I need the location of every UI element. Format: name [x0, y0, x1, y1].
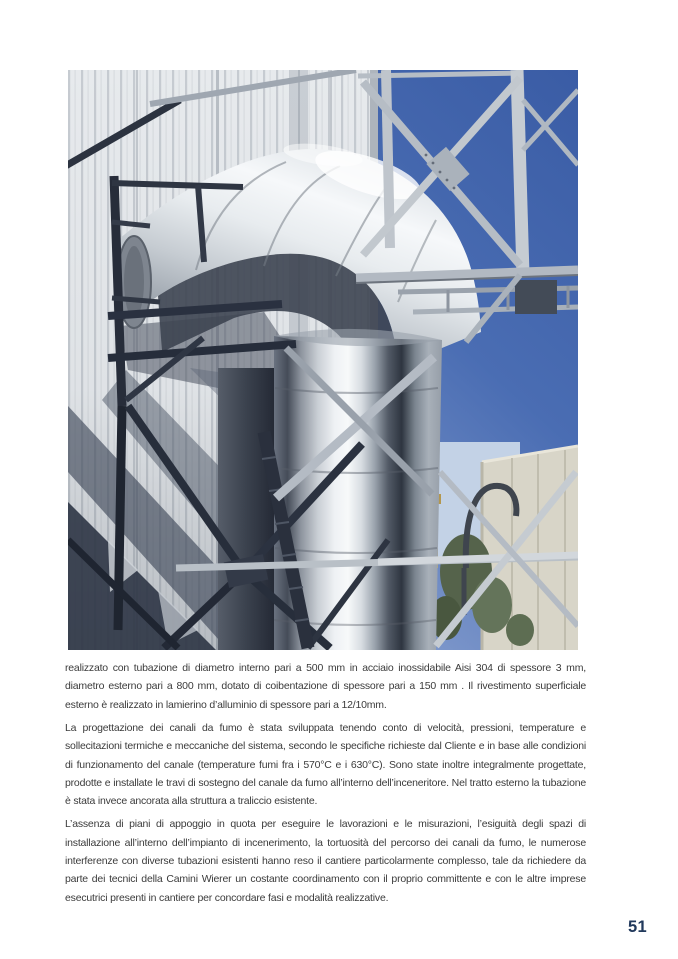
paragraph-1: realizzato con tubazione di diametro interno pari a 500 mm in acciaio inossidabile Aisi 304 di spessore 3 mm, diametro esterno pari a 800 mm, dotato di coibentazione di spessore pari a 150 mm . Il rivestimento superficiale esterno è realizzato in lamierino d’alluminio di spessore pari a 12/10mm. [65, 662, 586, 711]
tree [506, 614, 534, 646]
page-number: 51 [628, 918, 647, 936]
flue-duct-photo [68, 70, 578, 650]
paragraph-3: L’assenza di piani di appoggio in quota per eseguire le lavorazioni e le misurazioni, l’esiguità degli spazi di installazione all’interno dell’impianto di incenerimento, la tortuosità del percorso dei canali da fumo, le numerose interferenze con diverse tubazioni esistenti hanno reso il cantiere particolarmente complesso, tale da richiedere da parte dei tecnici della Camini Wierer un costante coordinamento con il proprio committente e con le altre imprese esecutrici presenti in cantiere per concordare fasi e modalità realizzative. [65, 818, 586, 904]
background-scenery [424, 442, 578, 650]
paragraph-2: La progettazione dei canali da fumo è stata sviluppata tenendo conto di velocità, pressioni, temperature e sollecitazioni termiche e meccaniche del sistema, secondo le specifiche richieste dal Cliente e in base alle condizioni di funzionamento del canale (temperature fumi fra i 570°C e i 630°C). Sono state inoltre integralmente progettate, prodotte e installate le travi di sostegno del canale da fumo all’interno dell’inceneritore. Nel tratto esterno la tubazione è stata invece ancorata alla struttura a traliccio esistente. [65, 721, 586, 808]
photo-illustration [68, 70, 578, 650]
tree [472, 577, 512, 633]
rear-duct [218, 368, 276, 650]
body-text [65, 659, 586, 912]
